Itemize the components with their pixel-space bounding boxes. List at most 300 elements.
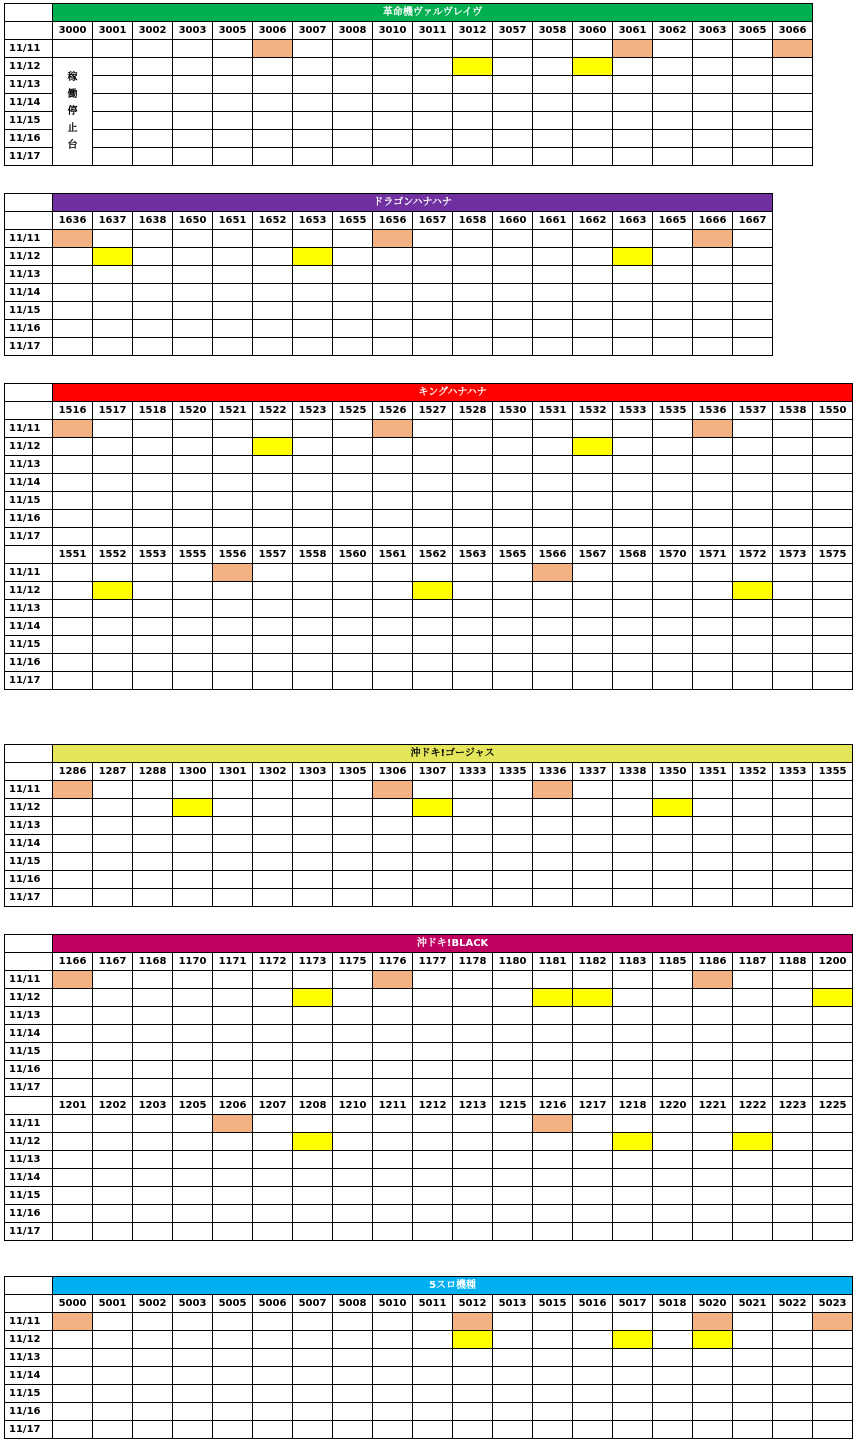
data-cell bbox=[773, 853, 813, 871]
date-row bbox=[5, 528, 853, 546]
data-cell bbox=[533, 266, 573, 284]
machine-number: 1212 bbox=[413, 1097, 453, 1115]
machine-number: 3006 bbox=[253, 22, 293, 40]
data-cell bbox=[733, 1079, 773, 1097]
data-cell bbox=[173, 1385, 213, 1403]
data-cell bbox=[733, 438, 773, 456]
data-cell bbox=[693, 853, 733, 871]
data-cell bbox=[173, 420, 213, 438]
data-cell bbox=[413, 474, 453, 492]
data-cell bbox=[613, 1187, 653, 1205]
data-cell bbox=[53, 248, 93, 266]
data-cell bbox=[333, 1043, 373, 1061]
data-cell bbox=[653, 817, 693, 835]
data-cell bbox=[93, 799, 133, 817]
data-cell bbox=[213, 1421, 253, 1439]
machine-number: 1571 bbox=[693, 546, 733, 564]
data-cell bbox=[733, 1133, 773, 1151]
data-cell bbox=[53, 474, 93, 492]
data-cell bbox=[373, 871, 413, 889]
data-cell bbox=[773, 1331, 813, 1349]
data-cell bbox=[413, 528, 453, 546]
machine-number: 1573 bbox=[773, 546, 813, 564]
data-cell bbox=[373, 320, 413, 338]
machine-number: 1221 bbox=[693, 1097, 733, 1115]
data-cell bbox=[173, 474, 213, 492]
data-cell bbox=[533, 58, 573, 76]
machine-number: 1337 bbox=[573, 763, 613, 781]
data-cell bbox=[293, 1367, 333, 1385]
machine-number: 1180 bbox=[493, 953, 533, 971]
data-cell bbox=[333, 889, 373, 907]
machine-number: 1652 bbox=[253, 212, 293, 230]
date-row bbox=[5, 853, 853, 871]
data-cell bbox=[93, 510, 133, 528]
date-cell: 11/13 bbox=[5, 76, 53, 94]
data-cell bbox=[173, 338, 213, 356]
data-cell bbox=[773, 564, 813, 582]
machine-number: 1563 bbox=[453, 546, 493, 564]
machine-number: 1210 bbox=[333, 1097, 373, 1115]
data-cell bbox=[453, 302, 493, 320]
data-cell bbox=[573, 1421, 613, 1439]
machine-number: 1300 bbox=[173, 763, 213, 781]
machine-number: 1665 bbox=[653, 212, 693, 230]
machine-number: 1181 bbox=[533, 953, 573, 971]
data-cell bbox=[493, 781, 533, 799]
machine-number: 1572 bbox=[733, 546, 773, 564]
data-cell bbox=[773, 618, 813, 636]
data-cell bbox=[53, 230, 93, 248]
data-cell bbox=[693, 528, 733, 546]
machine-number: 3007 bbox=[293, 22, 333, 40]
machine-number: 1537 bbox=[733, 402, 773, 420]
data-cell bbox=[653, 1115, 693, 1133]
data-cell bbox=[613, 94, 653, 112]
data-cell bbox=[93, 320, 133, 338]
data-cell bbox=[133, 1313, 173, 1331]
data-cell bbox=[493, 474, 533, 492]
data-cell bbox=[93, 871, 133, 889]
data-cell bbox=[93, 474, 133, 492]
data-cell bbox=[333, 817, 373, 835]
data-cell bbox=[493, 1025, 533, 1043]
data-cell bbox=[293, 1385, 333, 1403]
data-cell bbox=[773, 130, 813, 148]
machine-table bbox=[4, 1276, 853, 1439]
data-cell bbox=[53, 510, 93, 528]
data-cell bbox=[333, 989, 373, 1007]
date-cell: 11/16 bbox=[5, 654, 53, 672]
date-row bbox=[5, 654, 853, 672]
machine-number: 1168 bbox=[133, 953, 173, 971]
data-cell bbox=[533, 230, 573, 248]
data-cell bbox=[173, 302, 213, 320]
data-cell bbox=[133, 456, 173, 474]
date-row bbox=[5, 510, 853, 528]
data-cell bbox=[253, 1079, 293, 1097]
data-cell bbox=[173, 989, 213, 1007]
date-cell: 11/16 bbox=[5, 1061, 53, 1079]
data-cell bbox=[93, 302, 133, 320]
data-cell bbox=[213, 1331, 253, 1349]
data-cell bbox=[373, 230, 413, 248]
data-cell bbox=[653, 1151, 693, 1169]
data-cell bbox=[533, 853, 573, 871]
data-cell bbox=[533, 94, 573, 112]
date-cell: 11/14 bbox=[5, 835, 53, 853]
data-cell bbox=[493, 1061, 533, 1079]
machine-number: 1351 bbox=[693, 763, 733, 781]
date-cell: 11/15 bbox=[5, 302, 53, 320]
data-cell bbox=[693, 600, 733, 618]
data-cell bbox=[653, 58, 693, 76]
date-row bbox=[5, 971, 853, 989]
data-cell bbox=[373, 1079, 413, 1097]
data-cell bbox=[493, 654, 533, 672]
machine-number: 1538 bbox=[773, 402, 813, 420]
date-cell: 11/12 bbox=[5, 438, 53, 456]
data-cell bbox=[373, 284, 413, 302]
data-cell bbox=[373, 1331, 413, 1349]
data-cell bbox=[573, 672, 613, 690]
data-cell bbox=[493, 40, 533, 58]
data-cell bbox=[133, 889, 173, 907]
data-cell bbox=[53, 889, 93, 907]
data-cell bbox=[653, 338, 693, 356]
data-cell bbox=[573, 438, 613, 456]
data-cell bbox=[613, 672, 653, 690]
header-blank-cell bbox=[5, 953, 53, 971]
data-cell bbox=[413, 600, 453, 618]
data-cell bbox=[93, 1421, 133, 1439]
machine-number: 1335 bbox=[493, 763, 533, 781]
data-cell bbox=[413, 1367, 453, 1385]
data-cell bbox=[333, 40, 373, 58]
data-cell bbox=[93, 1115, 133, 1133]
machine-number: 1550 bbox=[813, 402, 853, 420]
machine-number: 1333 bbox=[453, 763, 493, 781]
data-cell bbox=[453, 1061, 493, 1079]
date-row bbox=[5, 1367, 853, 1385]
data-cell bbox=[613, 302, 653, 320]
machine-number: 1172 bbox=[253, 953, 293, 971]
machine-number: 1551 bbox=[53, 546, 93, 564]
header-blank-cell bbox=[5, 546, 53, 564]
machine-number: 1177 bbox=[413, 953, 453, 971]
data-cell bbox=[573, 1313, 613, 1331]
data-cell bbox=[573, 510, 613, 528]
machine-number: 3000 bbox=[53, 22, 93, 40]
data-cell bbox=[813, 564, 853, 582]
data-cell bbox=[293, 492, 333, 510]
header-blank-cell bbox=[5, 22, 53, 40]
data-cell bbox=[213, 1169, 253, 1187]
data-cell bbox=[373, 248, 413, 266]
data-cell bbox=[813, 1223, 853, 1241]
date-row bbox=[5, 438, 853, 456]
data-cell bbox=[373, 266, 413, 284]
data-cell bbox=[413, 302, 453, 320]
data-cell bbox=[493, 989, 533, 1007]
data-cell bbox=[453, 1043, 493, 1061]
data-cell bbox=[253, 1169, 293, 1187]
data-cell bbox=[573, 971, 613, 989]
data-cell bbox=[373, 58, 413, 76]
data-cell bbox=[453, 58, 493, 76]
data-cell bbox=[613, 654, 653, 672]
data-cell bbox=[453, 582, 493, 600]
date-cell: 11/14 bbox=[5, 618, 53, 636]
data-cell bbox=[173, 284, 213, 302]
data-cell bbox=[213, 528, 253, 546]
machine-number: 1562 bbox=[413, 546, 453, 564]
data-cell bbox=[733, 582, 773, 600]
date-cell: 11/14 bbox=[5, 1169, 53, 1187]
data-cell bbox=[53, 438, 93, 456]
data-cell bbox=[453, 112, 493, 130]
data-cell bbox=[693, 230, 733, 248]
data-cell bbox=[53, 1421, 93, 1439]
data-cell bbox=[453, 1079, 493, 1097]
data-cell bbox=[653, 130, 693, 148]
data-cell bbox=[293, 600, 333, 618]
data-cell bbox=[53, 1403, 93, 1421]
data-cell bbox=[653, 320, 693, 338]
data-cell bbox=[93, 456, 133, 474]
data-cell bbox=[293, 564, 333, 582]
data-cell bbox=[413, 338, 453, 356]
data-cell bbox=[493, 1169, 533, 1187]
machine-number: 1575 bbox=[813, 546, 853, 564]
data-cell bbox=[293, 1025, 333, 1043]
data-cell bbox=[333, 338, 373, 356]
data-cell bbox=[773, 636, 813, 654]
data-cell bbox=[453, 420, 493, 438]
data-cell bbox=[413, 1385, 453, 1403]
data-cell bbox=[373, 40, 413, 58]
data-cell bbox=[373, 1349, 413, 1367]
data-cell bbox=[253, 889, 293, 907]
data-cell bbox=[133, 112, 173, 130]
data-cell bbox=[453, 230, 493, 248]
data-cell bbox=[93, 1043, 133, 1061]
data-cell bbox=[493, 799, 533, 817]
date-cell: 11/17 bbox=[5, 528, 53, 546]
data-cell bbox=[613, 1331, 653, 1349]
data-cell bbox=[213, 1385, 253, 1403]
data-cell bbox=[733, 230, 773, 248]
data-cell bbox=[453, 799, 493, 817]
data-cell bbox=[573, 1385, 613, 1403]
data-cell bbox=[133, 58, 173, 76]
data-cell bbox=[733, 148, 773, 166]
data-cell bbox=[533, 1385, 573, 1403]
data-cell bbox=[173, 40, 213, 58]
corner-cell bbox=[5, 745, 53, 763]
machine-number: 1336 bbox=[533, 763, 573, 781]
data-cell bbox=[173, 76, 213, 94]
data-cell bbox=[533, 1061, 573, 1079]
machine-number: 1207 bbox=[253, 1097, 293, 1115]
data-cell bbox=[413, 40, 453, 58]
machine-number: 1557 bbox=[253, 546, 293, 564]
data-cell bbox=[333, 781, 373, 799]
data-cell bbox=[773, 474, 813, 492]
machine-number: 1186 bbox=[693, 953, 733, 971]
data-cell bbox=[773, 889, 813, 907]
data-cell bbox=[173, 1115, 213, 1133]
data-cell bbox=[133, 40, 173, 58]
data-cell bbox=[173, 1331, 213, 1349]
data-cell bbox=[373, 1025, 413, 1043]
date-row bbox=[5, 130, 813, 148]
data-cell bbox=[573, 1025, 613, 1043]
data-cell bbox=[93, 1007, 133, 1025]
machine-header-row bbox=[5, 212, 773, 230]
data-cell bbox=[133, 492, 173, 510]
machine-number: 3008 bbox=[333, 22, 373, 40]
data-cell bbox=[213, 600, 253, 618]
date-row bbox=[5, 1385, 853, 1403]
data-cell bbox=[53, 40, 93, 58]
data-cell bbox=[53, 1133, 93, 1151]
data-cell bbox=[133, 94, 173, 112]
data-cell bbox=[493, 130, 533, 148]
data-cell bbox=[733, 1367, 773, 1385]
data-cell bbox=[493, 338, 533, 356]
machine-header-row bbox=[5, 953, 853, 971]
data-cell bbox=[533, 564, 573, 582]
data-cell bbox=[653, 438, 693, 456]
machine-number: 1518 bbox=[133, 402, 173, 420]
data-cell bbox=[533, 600, 573, 618]
data-cell bbox=[813, 456, 853, 474]
machine-number: 3063 bbox=[693, 22, 733, 40]
data-cell bbox=[333, 672, 373, 690]
data-cell bbox=[333, 1331, 373, 1349]
data-cell bbox=[613, 1043, 653, 1061]
data-cell bbox=[333, 1079, 373, 1097]
data-cell bbox=[413, 853, 453, 871]
date-cell: 11/16 bbox=[5, 1205, 53, 1223]
data-cell bbox=[333, 1169, 373, 1187]
data-cell bbox=[613, 112, 653, 130]
data-cell bbox=[493, 636, 533, 654]
machine-number: 1218 bbox=[613, 1097, 653, 1115]
data-cell bbox=[93, 1223, 133, 1241]
title-row bbox=[5, 194, 773, 212]
data-cell bbox=[173, 492, 213, 510]
date-row bbox=[5, 618, 853, 636]
machine-number: 3062 bbox=[653, 22, 693, 40]
data-cell bbox=[213, 1151, 253, 1169]
data-cell bbox=[773, 438, 813, 456]
data-cell bbox=[213, 266, 253, 284]
data-cell bbox=[813, 1205, 853, 1223]
machine-number: 1301 bbox=[213, 763, 253, 781]
data-cell bbox=[293, 889, 333, 907]
date-row bbox=[5, 672, 853, 690]
data-cell bbox=[133, 320, 173, 338]
data-cell bbox=[173, 853, 213, 871]
data-cell bbox=[493, 582, 533, 600]
data-cell bbox=[773, 582, 813, 600]
data-cell bbox=[453, 338, 493, 356]
data-cell bbox=[253, 492, 293, 510]
date-row bbox=[5, 636, 853, 654]
data-cell bbox=[173, 799, 213, 817]
data-cell bbox=[533, 456, 573, 474]
data-cell bbox=[653, 618, 693, 636]
corner-cell bbox=[5, 1277, 53, 1295]
date-cell: 11/11 bbox=[5, 1115, 53, 1133]
data-cell bbox=[93, 266, 133, 284]
date-row bbox=[5, 94, 813, 112]
data-cell bbox=[533, 1403, 573, 1421]
data-cell bbox=[413, 817, 453, 835]
data-cell bbox=[413, 1061, 453, 1079]
data-cell bbox=[733, 636, 773, 654]
data-cell bbox=[693, 510, 733, 528]
data-cell bbox=[133, 510, 173, 528]
data-cell bbox=[53, 1025, 93, 1043]
data-cell bbox=[133, 438, 173, 456]
machine-number: 1188 bbox=[773, 953, 813, 971]
data-cell bbox=[733, 248, 773, 266]
title-row bbox=[5, 4, 813, 22]
data-cell bbox=[53, 420, 93, 438]
data-cell bbox=[373, 474, 413, 492]
data-cell bbox=[53, 1169, 93, 1187]
data-cell bbox=[293, 94, 333, 112]
data-cell bbox=[413, 618, 453, 636]
data-cell bbox=[413, 971, 453, 989]
data-cell bbox=[493, 456, 533, 474]
date-cell: 11/14 bbox=[5, 474, 53, 492]
data-cell bbox=[373, 148, 413, 166]
date-cell: 11/15 bbox=[5, 1187, 53, 1205]
data-cell bbox=[493, 1223, 533, 1241]
machine-number: 1556 bbox=[213, 546, 253, 564]
date-cell: 11/11 bbox=[5, 40, 53, 58]
data-cell bbox=[413, 1151, 453, 1169]
data-cell bbox=[213, 1133, 253, 1151]
machine-number: 5018 bbox=[653, 1295, 693, 1313]
data-cell bbox=[773, 1133, 813, 1151]
data-cell bbox=[613, 582, 653, 600]
data-cell bbox=[573, 1187, 613, 1205]
data-cell bbox=[693, 266, 733, 284]
data-cell bbox=[373, 835, 413, 853]
data-cell bbox=[253, 40, 293, 58]
data-cell bbox=[533, 582, 573, 600]
data-cell bbox=[133, 871, 173, 889]
date-cell: 11/13 bbox=[5, 266, 53, 284]
data-cell bbox=[573, 1061, 613, 1079]
data-cell bbox=[133, 1079, 173, 1097]
data-cell bbox=[693, 94, 733, 112]
data-cell bbox=[173, 1421, 213, 1439]
data-cell bbox=[733, 672, 773, 690]
data-cell bbox=[493, 1115, 533, 1133]
machine-table bbox=[4, 744, 853, 907]
data-cell bbox=[213, 492, 253, 510]
date-cell: 11/16 bbox=[5, 510, 53, 528]
data-cell bbox=[293, 230, 333, 248]
data-cell bbox=[253, 230, 293, 248]
machine-number: 3010 bbox=[373, 22, 413, 40]
